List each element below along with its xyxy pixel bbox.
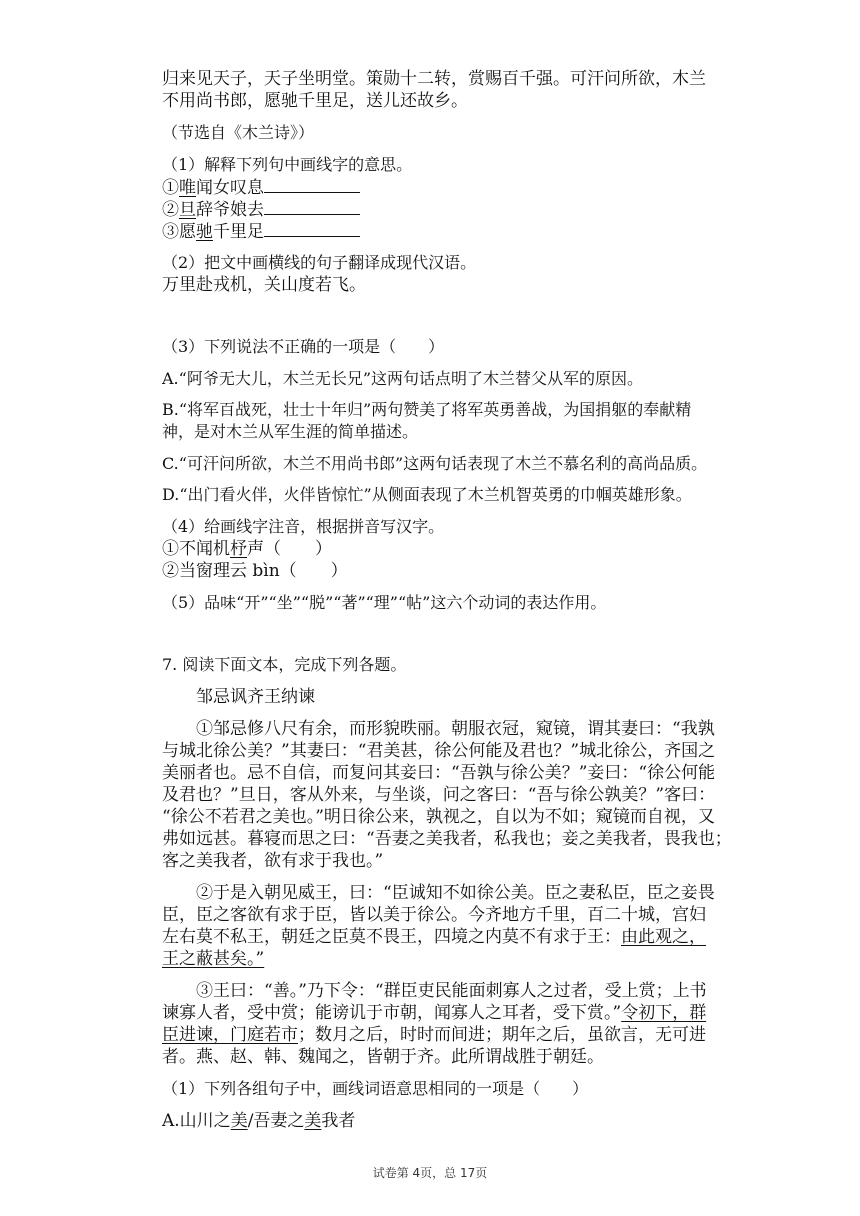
page-footer: 试卷第 4页，总 17页 bbox=[372, 1166, 488, 1180]
passage-p2-line: 臣，臣之客欲有求于臣，皆以美于徐公。今齐地方千里，百二十城，宫妇 bbox=[162, 905, 706, 925]
item-text: 愿 bbox=[179, 222, 196, 242]
q3-option-a: A.“阿爷无大儿，木兰无长兄”这两句话点明了木兰替父从军的原因。 bbox=[162, 369, 644, 388]
poem-line-2: 不用尚书郎，愿驰千里足，送儿还故乡。 bbox=[162, 91, 468, 111]
option-text: 我者 bbox=[321, 1111, 356, 1131]
passage-p2-line bbox=[162, 926, 706, 948]
passage-p1-line: 弗如远甚。暮寝而思之曰：“吾妻之美我者，私我也；妾之美我者，畏我也； bbox=[162, 829, 732, 849]
answer-blank[interactable] bbox=[264, 198, 360, 215]
q3-option-b-line2: 神，是对木兰从军生涯的简单描述。 bbox=[162, 422, 419, 441]
passage-p2-line bbox=[162, 948, 264, 970]
q3-option-c: C.“可汗问所欲，木兰不用尚书郎”这两句话表现了木兰不慕名利的高尚品质。 bbox=[162, 454, 708, 473]
q2-sentence: 万里赴戎机，关山度若飞。 bbox=[162, 275, 366, 295]
underlined-char: 旦 bbox=[179, 200, 196, 220]
underlined-char: 美 bbox=[230, 1111, 248, 1131]
q4-item-1 bbox=[162, 538, 332, 560]
passage-title: 邹忌讽齐王纳谏 bbox=[196, 687, 315, 707]
passage-p3-line bbox=[162, 1024, 706, 1046]
underlined-sentence: 令初下，群 bbox=[621, 1003, 707, 1023]
poem-source: （节选自《木兰诗》） bbox=[162, 123, 315, 142]
q3-prompt: （3）下列说法不正确的一项是（ ） bbox=[162, 337, 445, 356]
option-text: A.山川之 bbox=[162, 1111, 231, 1131]
underlined-char: 杼 bbox=[230, 539, 247, 559]
underlined-char: 驰 bbox=[196, 222, 213, 242]
underlined-char: 美 bbox=[304, 1111, 322, 1131]
passage-p1-line: ①邹忌修八尺有余，而形貌昳丽。朝服衣冠，窥镜，谓其妻曰：“我孰 bbox=[196, 719, 715, 739]
q1-prompt: （1）解释下列句中画线字的意思。 bbox=[162, 155, 413, 174]
poem-line-1: 归来见天子，天子坐明堂。策勋十二转，赏赐百千强。可汗问所欲，木兰 bbox=[162, 69, 706, 89]
answer-blank[interactable] bbox=[264, 220, 360, 237]
passage-p1-line: “徐公不若君之美也。”明日徐公来，孰视之，自以为不如；窥镜而自视，又 bbox=[162, 807, 715, 827]
q1-item-1 bbox=[162, 176, 360, 199]
item-number: ② bbox=[162, 200, 179, 220]
section-7-heading: 7. 阅读下面文本，完成下列各题。 bbox=[162, 655, 407, 674]
item-text: 当窗理云 bìn（ ） bbox=[179, 561, 348, 581]
item-text: 不闻机 bbox=[179, 539, 230, 559]
underlined-char: 唯 bbox=[179, 178, 196, 198]
passage-p3-line: 者。燕、赵、韩、魏闻之，皆朝于齐。此所谓战胜于朝廷。 bbox=[162, 1047, 604, 1067]
q2-prompt: （2）把文中画横线的句子翻译成现代汉语。 bbox=[162, 253, 477, 272]
q1-item-3 bbox=[162, 220, 360, 243]
passage-text: ；数月之后，时时而间进；期年之后，虽欲言，无可进 bbox=[298, 1025, 706, 1045]
passage-p3-line: ③王曰：“善。”乃下令：“群臣吏民能面刺寡人之过者，受上赏；上书 bbox=[196, 981, 707, 1001]
item-text: 声（ ） bbox=[247, 539, 332, 559]
passage-p1-line: 及君也？”旦日，客从外来，与坐谈，问之客曰：“吾与徐公孰美？”客曰： bbox=[162, 785, 716, 805]
passage-p1-line: 美丽者也。忌不自信，而复问其妾曰：“吾孰与徐公美？”妾曰：“徐公何能 bbox=[162, 763, 716, 783]
item-text: 辞爷娘去 bbox=[196, 200, 264, 220]
item-number: ① bbox=[162, 178, 179, 198]
passage-text: 谏寡人者，受中赏；能谤讥于市朝，闻寡人之耳者，受下赏。” bbox=[162, 1003, 622, 1023]
item-number: ② bbox=[162, 561, 179, 581]
passage-p3-line bbox=[162, 1002, 706, 1024]
s7-q1-prompt: （1）下列各组句子中，画线词语意思相同的一项是（ ） bbox=[162, 1079, 589, 1098]
item-text: 闻女叹息 bbox=[196, 178, 264, 198]
passage-p2-line: ②于是入朝见威王，曰：“臣诚知不如徐公美。臣之妻私臣，臣之妾畏 bbox=[196, 883, 715, 903]
underlined-sentence: 臣进谏，门庭若市 bbox=[162, 1025, 298, 1045]
item-number: ③ bbox=[162, 222, 179, 242]
passage-text: 左右莫不私王，朝廷之臣莫不畏王，四境之内莫不有求于王： bbox=[162, 927, 621, 947]
item-number: ① bbox=[162, 539, 179, 559]
q1-item-2 bbox=[162, 198, 360, 221]
underlined-sentence: 王之蔽甚矣。” bbox=[162, 949, 265, 969]
item-text: 千里足 bbox=[213, 222, 264, 242]
q4-prompt: （4）给画线字注音，根据拼音写汉字。 bbox=[162, 517, 445, 536]
s7-q1-option-a bbox=[162, 1110, 355, 1132]
underlined-sentence: 由此观之， bbox=[621, 927, 706, 947]
q5-prompt: （5）品味“开”“坐”“脱”“著”“理”“帖”这六个动词的表达作用。 bbox=[162, 593, 607, 612]
passage-p1-line: 客之美我者，欲有求于我也。” bbox=[162, 851, 384, 871]
q3-option-b-line1: B.“将军百战死，壮士十年归”两句赞美了将军英勇善战，为国捐躯的奉献精 bbox=[162, 400, 692, 419]
passage-p1-line: 与城北徐公美？”其妻曰：“君美甚，徐公何能及君也？”城北徐公，齐国之 bbox=[162, 741, 716, 761]
option-text: /吾妻之 bbox=[247, 1111, 305, 1131]
answer-blank[interactable] bbox=[264, 176, 360, 193]
q4-item-2 bbox=[162, 560, 348, 582]
q3-option-d: D.“出门看火伴，火伴皆惊忙”从侧面表现了木兰机智英勇的巾帼英雄形象。 bbox=[162, 485, 692, 504]
